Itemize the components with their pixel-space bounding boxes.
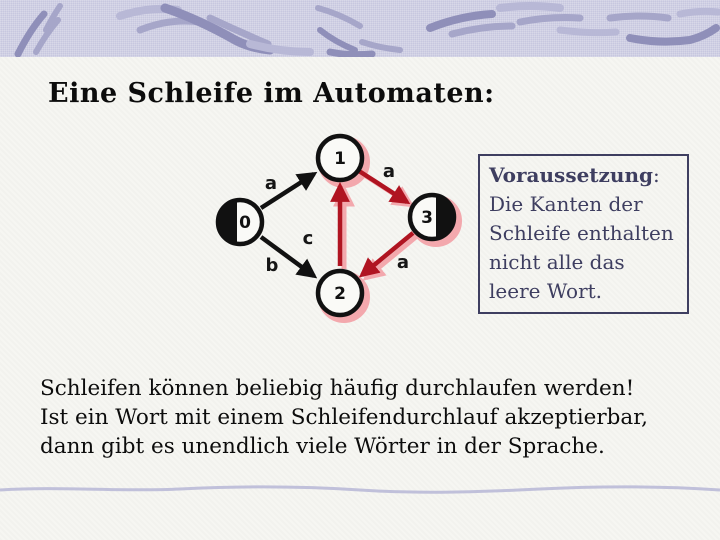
edge-label-0-2: b <box>265 255 279 276</box>
note-heading-colon: : <box>652 163 660 187</box>
state-label-3: 3 <box>421 208 433 228</box>
note-line: Die Kanten der <box>489 192 643 216</box>
note-heading <box>489 161 679 190</box>
bottom-rule-decoration <box>0 481 720 497</box>
note-heading-text: Voraussetzung <box>489 163 653 187</box>
body-line: Schleifen können beliebig häufig durchlaufen werden! <box>40 376 635 401</box>
edge-label-0-1: a <box>264 173 278 194</box>
state-label-2: 2 <box>334 284 346 304</box>
note-line: Schleife enthalten <box>489 221 674 245</box>
body-line: Ist ein Wort mit einem Schleifendurchlauf akzeptierbar, <box>40 405 648 430</box>
body-text <box>40 374 680 461</box>
note-line: leere Wort. <box>489 279 603 303</box>
page-title: Eine Schleife im Automaten: <box>48 78 495 109</box>
state-label-1: 1 <box>334 149 346 169</box>
edge-label-1-3: a <box>382 161 396 182</box>
precondition-note-box <box>478 154 689 314</box>
note-line: nicht alle das <box>489 250 625 274</box>
start-state-half-fill <box>218 200 237 244</box>
state-label-0: 0 <box>239 213 251 233</box>
edge-label-3-2: a <box>396 252 410 273</box>
body-line: dann gibt es unendlich viele Wörter in der Sprache. <box>40 434 605 459</box>
edge-label-2-1: c <box>302 228 314 249</box>
